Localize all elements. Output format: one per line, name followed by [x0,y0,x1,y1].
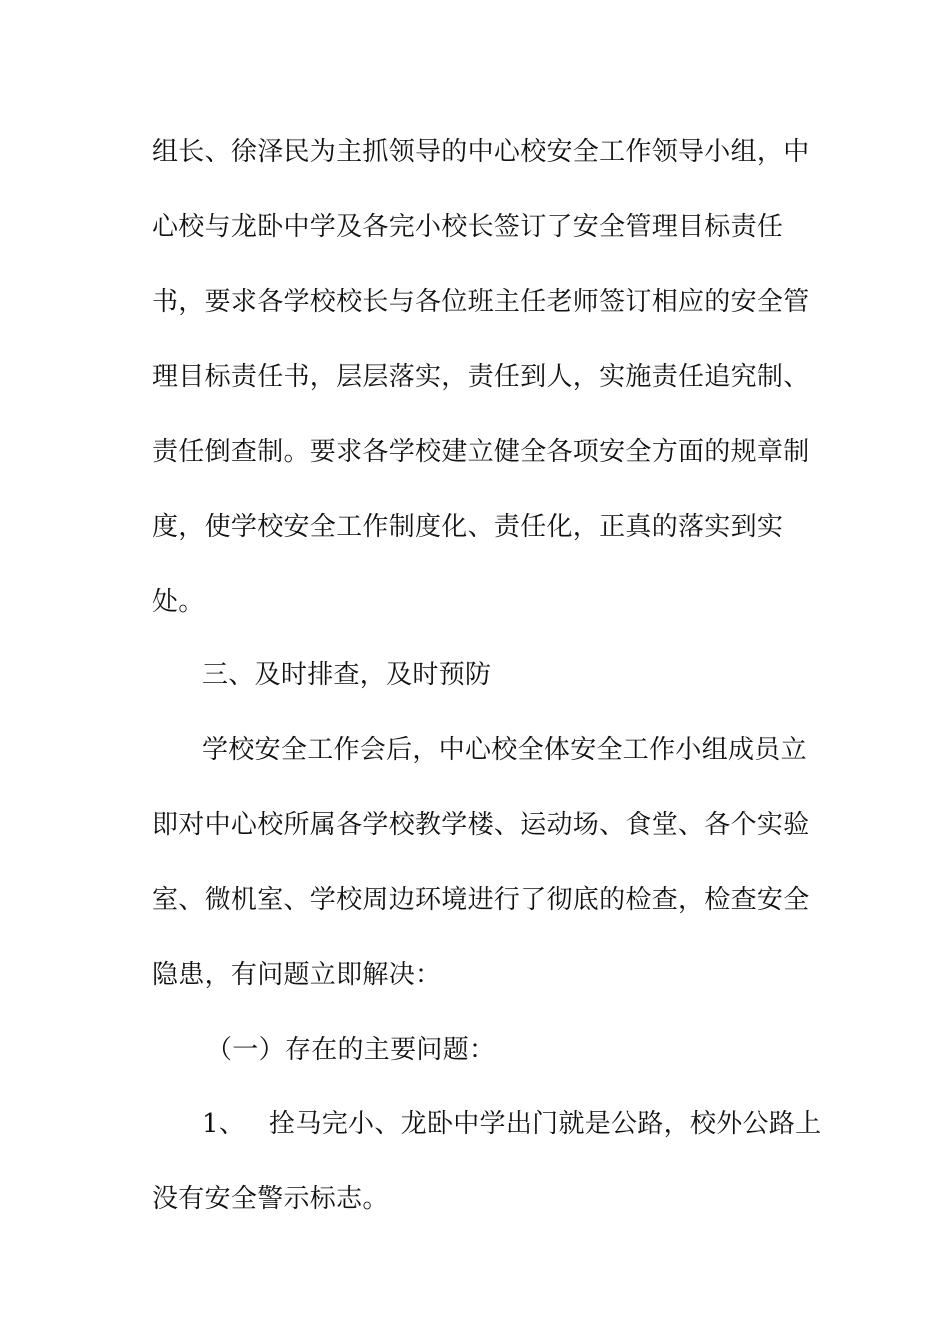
paragraph-line: 心校与龙卧中学及各完小校长签订了安全管理目标责任 [152,212,784,242]
subsection-heading: （一）存在的主要问题： [206,1035,496,1065]
paragraph-line: 学校安全工作会后，中心校全体安全工作小组成员立 [202,735,807,765]
paragraph-line: 室、微机室、学校周边环境进行了彻底的检查，检查安全 [152,885,810,915]
paragraph-line: 处。 [152,587,205,617]
paragraph-line: 责任倒查制。要求各学校建立健全各项安全方面的规章制 [152,437,810,467]
list-item-number: 1、 [202,1109,246,1139]
section-heading: 三、及时排查，及时预防 [202,660,492,690]
paragraph-line: 理目标责任书，层层落实，责任到人，实施责任追究制、 [152,362,810,392]
paragraph-line: 隐患，有问题立即解决： [152,960,442,990]
list-item-text: 拴马完小、龙卧中学出门就是公路，校外公路上 [269,1109,822,1139]
paragraph-line: 即对中心校所属各学校教学楼、运动场、食堂、各个实验 [152,810,810,840]
paragraph-line: 没有安全警示标志。 [152,1184,389,1214]
paragraph-line: 组长、徐泽民为主抓领导的中心校安全工作领导小组，中 [152,137,810,167]
list-item [202,1108,852,1140]
paragraph-line: 书，要求各学校校长与各位班主任老师签订相应的安全管 [152,287,810,317]
paragraph-line: 度，使学校安全工作制度化、责任化，正真的落实到实 [152,512,784,542]
